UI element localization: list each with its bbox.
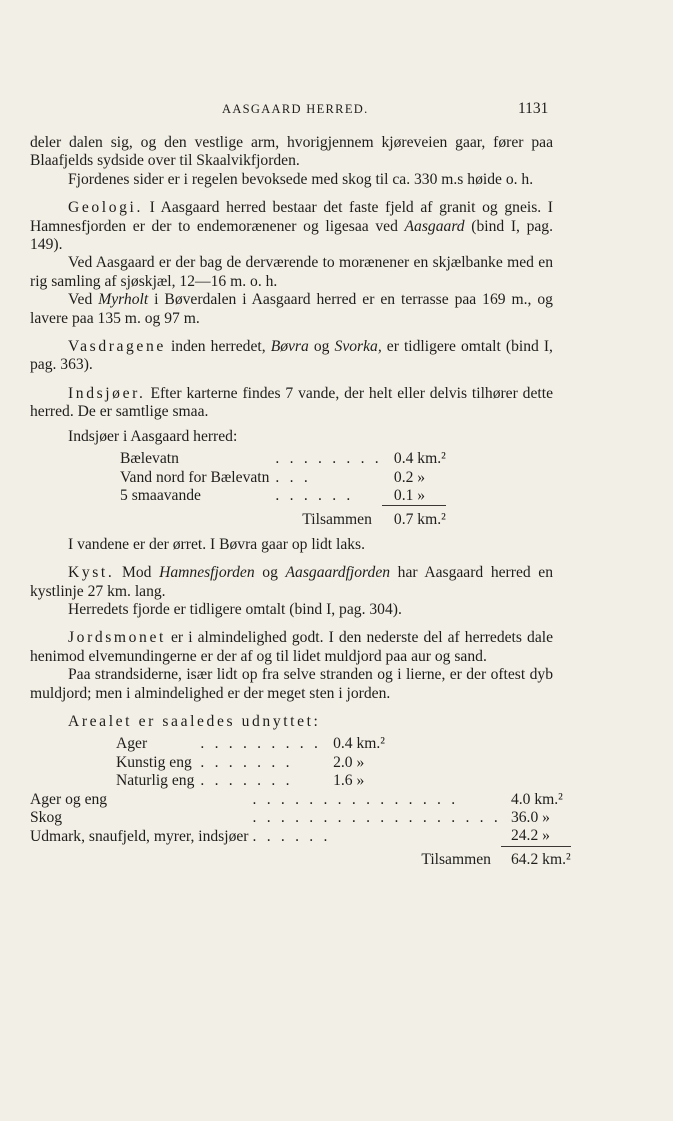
land-use-value: 1.6 »: [333, 772, 365, 790]
vasdragene-heading: Vasdragene: [68, 338, 166, 356]
lake-value: 0.2 »: [393, 468, 426, 486]
geologi-p3-pre: Ved: [68, 291, 93, 309]
kyst-paragraph-2: Herredets fjorde er tidligere omtalt (bind I, pag. 304).: [68, 600, 402, 618]
kyst-paragraph: [30, 564, 553, 601]
vasdragene-text-pre: inden herredet,: [170, 338, 266, 356]
leader-dots: . . . . . .: [275, 487, 354, 505]
land-use-value: 2.0 »: [333, 753, 365, 771]
table-row: [120, 469, 446, 487]
geologi-paragraph-3: [30, 291, 553, 328]
lake-label: Bælevatn: [120, 450, 179, 468]
leader-dots: . . .: [275, 468, 311, 486]
land-use-value: 36.0 »: [510, 809, 550, 826]
kyst-post: har Aasgaard herred en kystlinje 27 km. lang.: [30, 564, 553, 600]
table-row: [30, 791, 571, 809]
kyst-fjord-1: Hamnesfjorden: [159, 564, 255, 582]
geologi-place: Aasgaard: [404, 217, 465, 235]
jordsmonet-paragraph-2: Paa strandsiderne, især lidt op fra selve stranden og i lierne, er der oftest dyb muldjord; men i almindelighed er der meget sten i jorden.: [30, 666, 553, 702]
table-row: [30, 827, 571, 846]
vasdragene-text-post: er tidligere omtalt (bind I, pag. 363).: [30, 338, 553, 374]
lake-value: 0.4 km.²: [393, 450, 446, 468]
lakes-table: [120, 450, 446, 530]
geologi-paragraph-2: Ved Aasgaard er der bag de derværende to morænener en skjælbanke med en rig samling af sjøskjæl, 12—16 m. o. h.: [30, 254, 553, 290]
arealet-heading: Arealet er saaledes udnyttet:: [68, 712, 321, 730]
land-use-label: Naturlig eng: [116, 772, 195, 790]
geologi-heading: Geologi.: [68, 199, 143, 217]
leader-dots: . . . . . . . .: [275, 450, 382, 468]
land-use-label: Kunstig eng: [116, 753, 192, 771]
indsjoer-text: Efter karterne findes 7 vande, der helt eller delvis tilhører dette herred. De er samtlige smaa.: [30, 384, 553, 421]
jordsmonet-paragraph: [30, 629, 553, 666]
land-use-subtable: [116, 735, 385, 790]
land-use-value: 4.0 km.²: [510, 790, 563, 808]
vasdragene-river-2: Svorka,: [334, 338, 382, 356]
leader-dots: . . . . . . . . . . . . . . .: [252, 790, 459, 808]
table-row: [120, 450, 446, 468]
vasdragene-paragraph: [30, 338, 553, 375]
land-use-total-label: Tilsammen: [421, 850, 491, 868]
lakes-total-label: Tilsammen: [302, 511, 372, 529]
vasdragene-river-1: Bøvra: [270, 338, 309, 356]
land-use-value: 0.4 km.²: [333, 735, 385, 753]
indsjoer-paragraph: [30, 385, 553, 422]
table-row: [120, 487, 446, 506]
leader-dots: . . . . . .: [252, 827, 331, 845]
table-row: [30, 809, 571, 827]
leader-dots: . . . . . . .: [200, 772, 293, 790]
lake-value: 0.1 »: [393, 486, 426, 504]
leader-dots: . . . . . . . . .: [200, 735, 322, 753]
table-row: [116, 735, 385, 753]
kyst-fjord-2: Aasgaardfjorden: [285, 564, 391, 582]
jordsmonet-text: er i almindelighed godt. I den nederste del af herredets dale henimod elvemundingerne er der af og til lidet muldjord paa aur og sand.: [30, 629, 554, 665]
land-use-label: Skog: [30, 809, 63, 826]
intro-paragraph: deler dalen sig, og den vestlige arm, hvorigjennem kjøreveien gaar, fører paa Blaafjelds sydside over til Skaalvikfjorden.: [30, 134, 553, 170]
land-use-total-value: 64.2 km.²: [501, 846, 571, 869]
land-use-label: Udmark, snaufjeld, myrer, indsjøer: [30, 827, 249, 845]
vasdragene-og: og: [313, 338, 330, 356]
table-total-row: [30, 846, 571, 869]
jordsmonet-heading: Jordsmonet: [68, 629, 166, 647]
geologi-p3-place: Myrholt: [98, 291, 149, 309]
leader-dots: . . . . . . .: [200, 753, 293, 771]
land-use-label: Ager: [116, 735, 148, 753]
header-title: AASGAARD HERRED.: [222, 102, 369, 116]
lake-label: 5 smaavande: [120, 487, 201, 505]
fish-paragraph: I vandene er der ørret. I Bøvra gaar op lidt laks.: [68, 535, 366, 553]
geologi-tail: (bind I, pag. 149).: [30, 217, 553, 254]
land-use-value: 24.2 »: [510, 827, 550, 845]
land-use-table: [30, 791, 571, 870]
lake-label: Vand nord for Bælevatn: [120, 468, 270, 486]
indsjoer-table-title: Indsjøer i Aasgaard herred:: [68, 427, 238, 445]
kyst-og: og: [262, 564, 278, 582]
table-row: [116, 754, 385, 772]
page-number: 1131: [518, 100, 549, 117]
leader-dots: . . . . . . . . . . . . . . . . . .: [252, 809, 501, 826]
fjordenes-paragraph: Fjordenes sider er i regelen bevoksede med skog til ca. 330 m.s høide o. h.: [68, 170, 534, 188]
geologi-paragraph: [30, 199, 553, 254]
running-header: [0, 102, 673, 122]
body-text: [30, 134, 571, 869]
table-row: [116, 772, 385, 790]
land-use-label: Ager og eng: [30, 790, 108, 808]
kyst-heading: Kyst.: [68, 564, 115, 582]
kyst-pre: Mod: [121, 564, 152, 582]
geologi-p3-post: i Bøverdalen i Aasgaard herred er en terrasse paa 169 m., og lavere paa 135 m. og 97 m.: [30, 291, 553, 327]
indsjoer-heading: Indsjøer.: [68, 384, 146, 402]
table-total-row: [120, 506, 446, 530]
geologi-text: I Aasgaard herred bestaar det faste fjeld af granit og gneis. I Hamnesfjorden er der to endemorænener og ligesaa ved: [30, 199, 553, 235]
lakes-total-value: 0.7 km.²: [382, 506, 446, 530]
